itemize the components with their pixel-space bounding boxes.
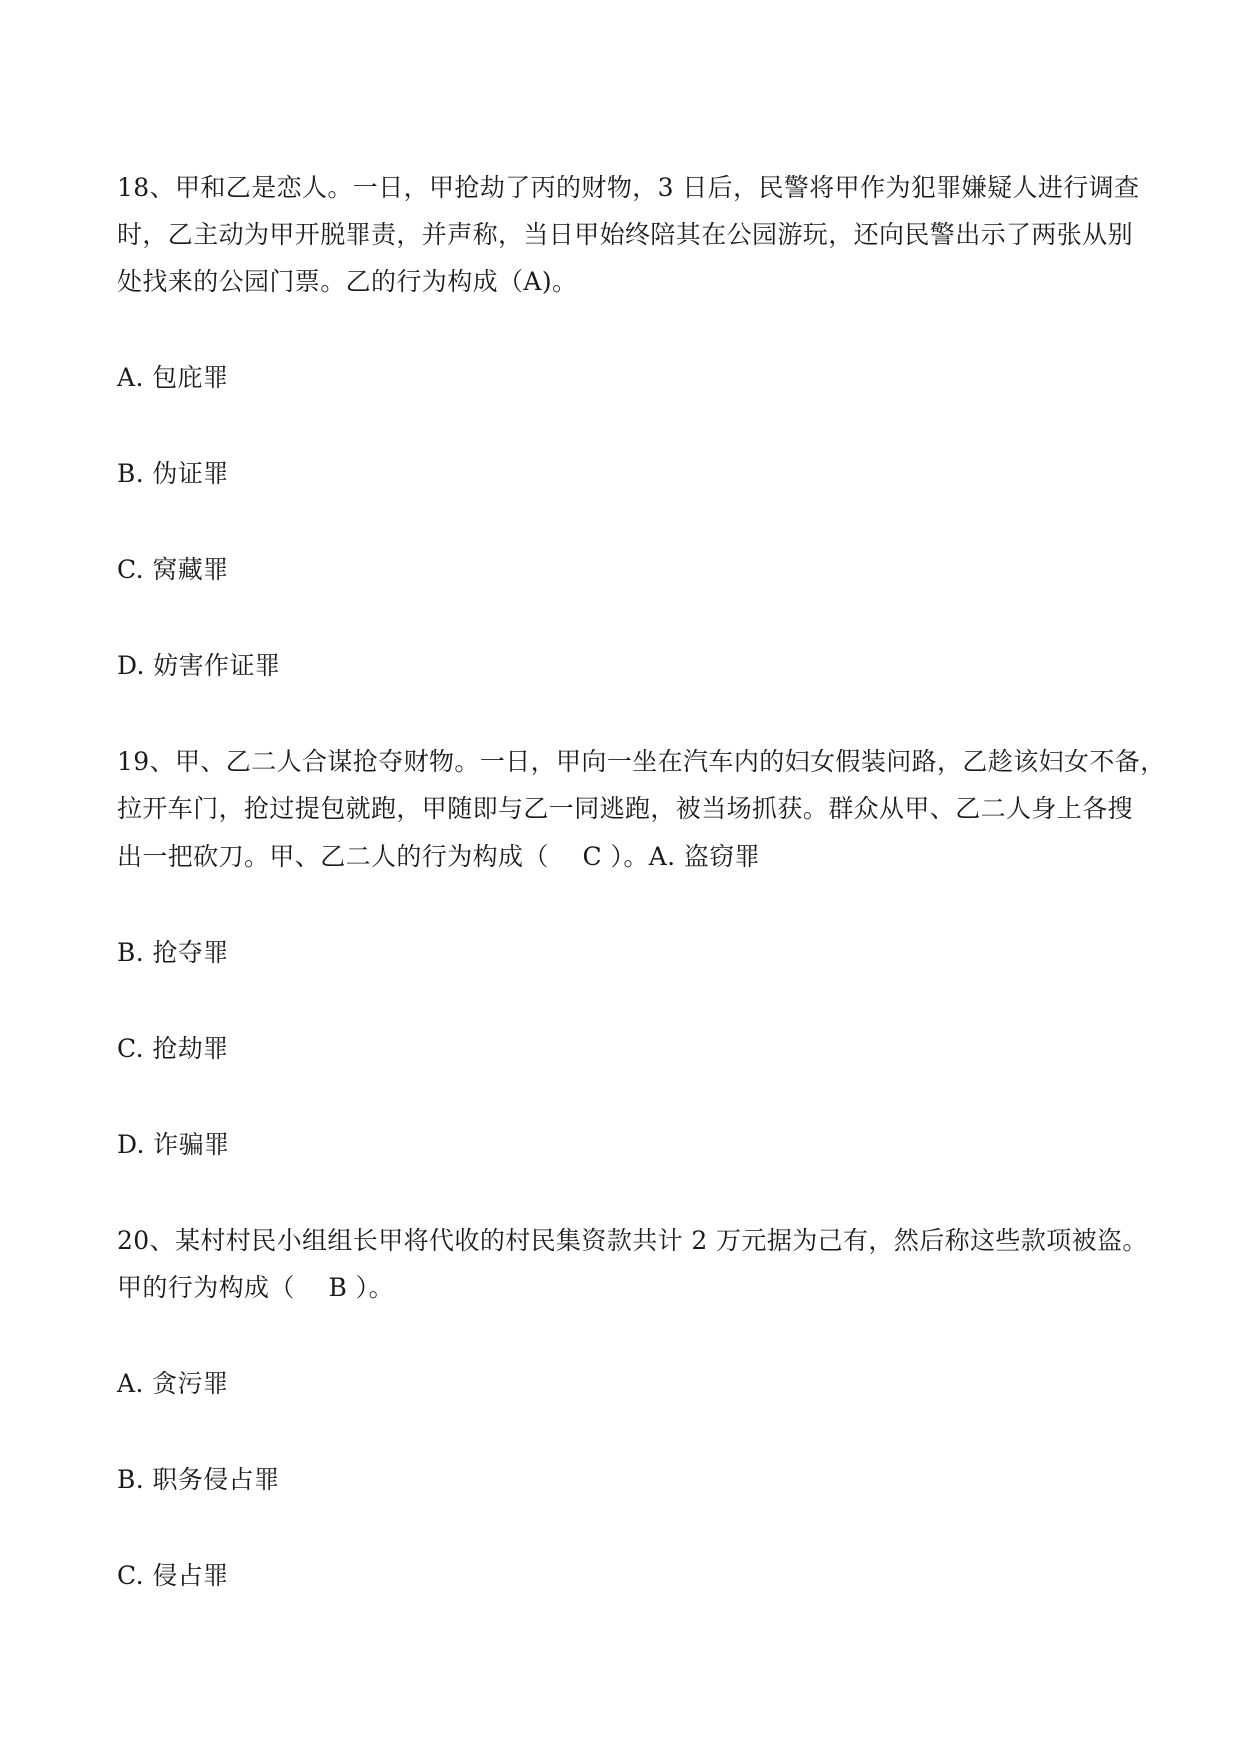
question-19-option-c: C. 抢劫罪 <box>117 1034 229 1063</box>
question-19-line-2: 拉开车门，抢过提包就跑，甲随即与乙一同逃跑，被当场抓获。群众从甲、乙二人身上各搜 <box>117 794 1134 823</box>
question-20-line-2: 甲的行为构成（ B ）。 <box>117 1273 394 1302</box>
question-18-option-a: A. 包庇罪 <box>117 363 229 392</box>
question-20-line-1: 20、某村村民小组组长甲将代收的村民集资款共计 2 万元据为己有，然后称这些款项被盗。 <box>117 1226 1148 1255</box>
question-18-line-1: 18、甲和乙是恋人。一日，甲抢劫了丙的财物，3 日后，民警将甲作为犯罪嫌疑人进行调查 <box>117 173 1140 202</box>
question-20-option-b: B. 职务侵占罪 <box>117 1465 280 1494</box>
question-19-line-3: 出一把砍刀。甲、乙二人的行为构成（ C ）。A. 盗窃罪 <box>117 842 761 871</box>
question-18-line-2: 时，乙主动为甲开脱罪责，并声称，当日甲始终陪其在公园游玩，还向民警出示了两张从别 <box>117 220 1134 249</box>
question-19-line-1: 19、甲、乙二人合谋抢夺财物。一日，甲向一坐在汽车内的妇女假装问路，乙趁该妇女不备， <box>117 747 1166 776</box>
question-18-line-3: 处找来的公园门票。乙的行为构成（A)。 <box>117 267 578 296</box>
question-20-option-a: A. 贪污罪 <box>117 1369 229 1398</box>
question-18-option-d: D. 妨害作证罪 <box>117 651 281 680</box>
question-18-option-c: C. 窝藏罪 <box>117 555 229 584</box>
question-19-option-b: B. 抢夺罪 <box>117 938 229 967</box>
question-20-option-c: C. 侵占罪 <box>117 1561 229 1590</box>
question-19-option-d: D. 诈骗罪 <box>117 1130 230 1159</box>
question-18-option-b: B. 伪证罪 <box>117 459 229 488</box>
